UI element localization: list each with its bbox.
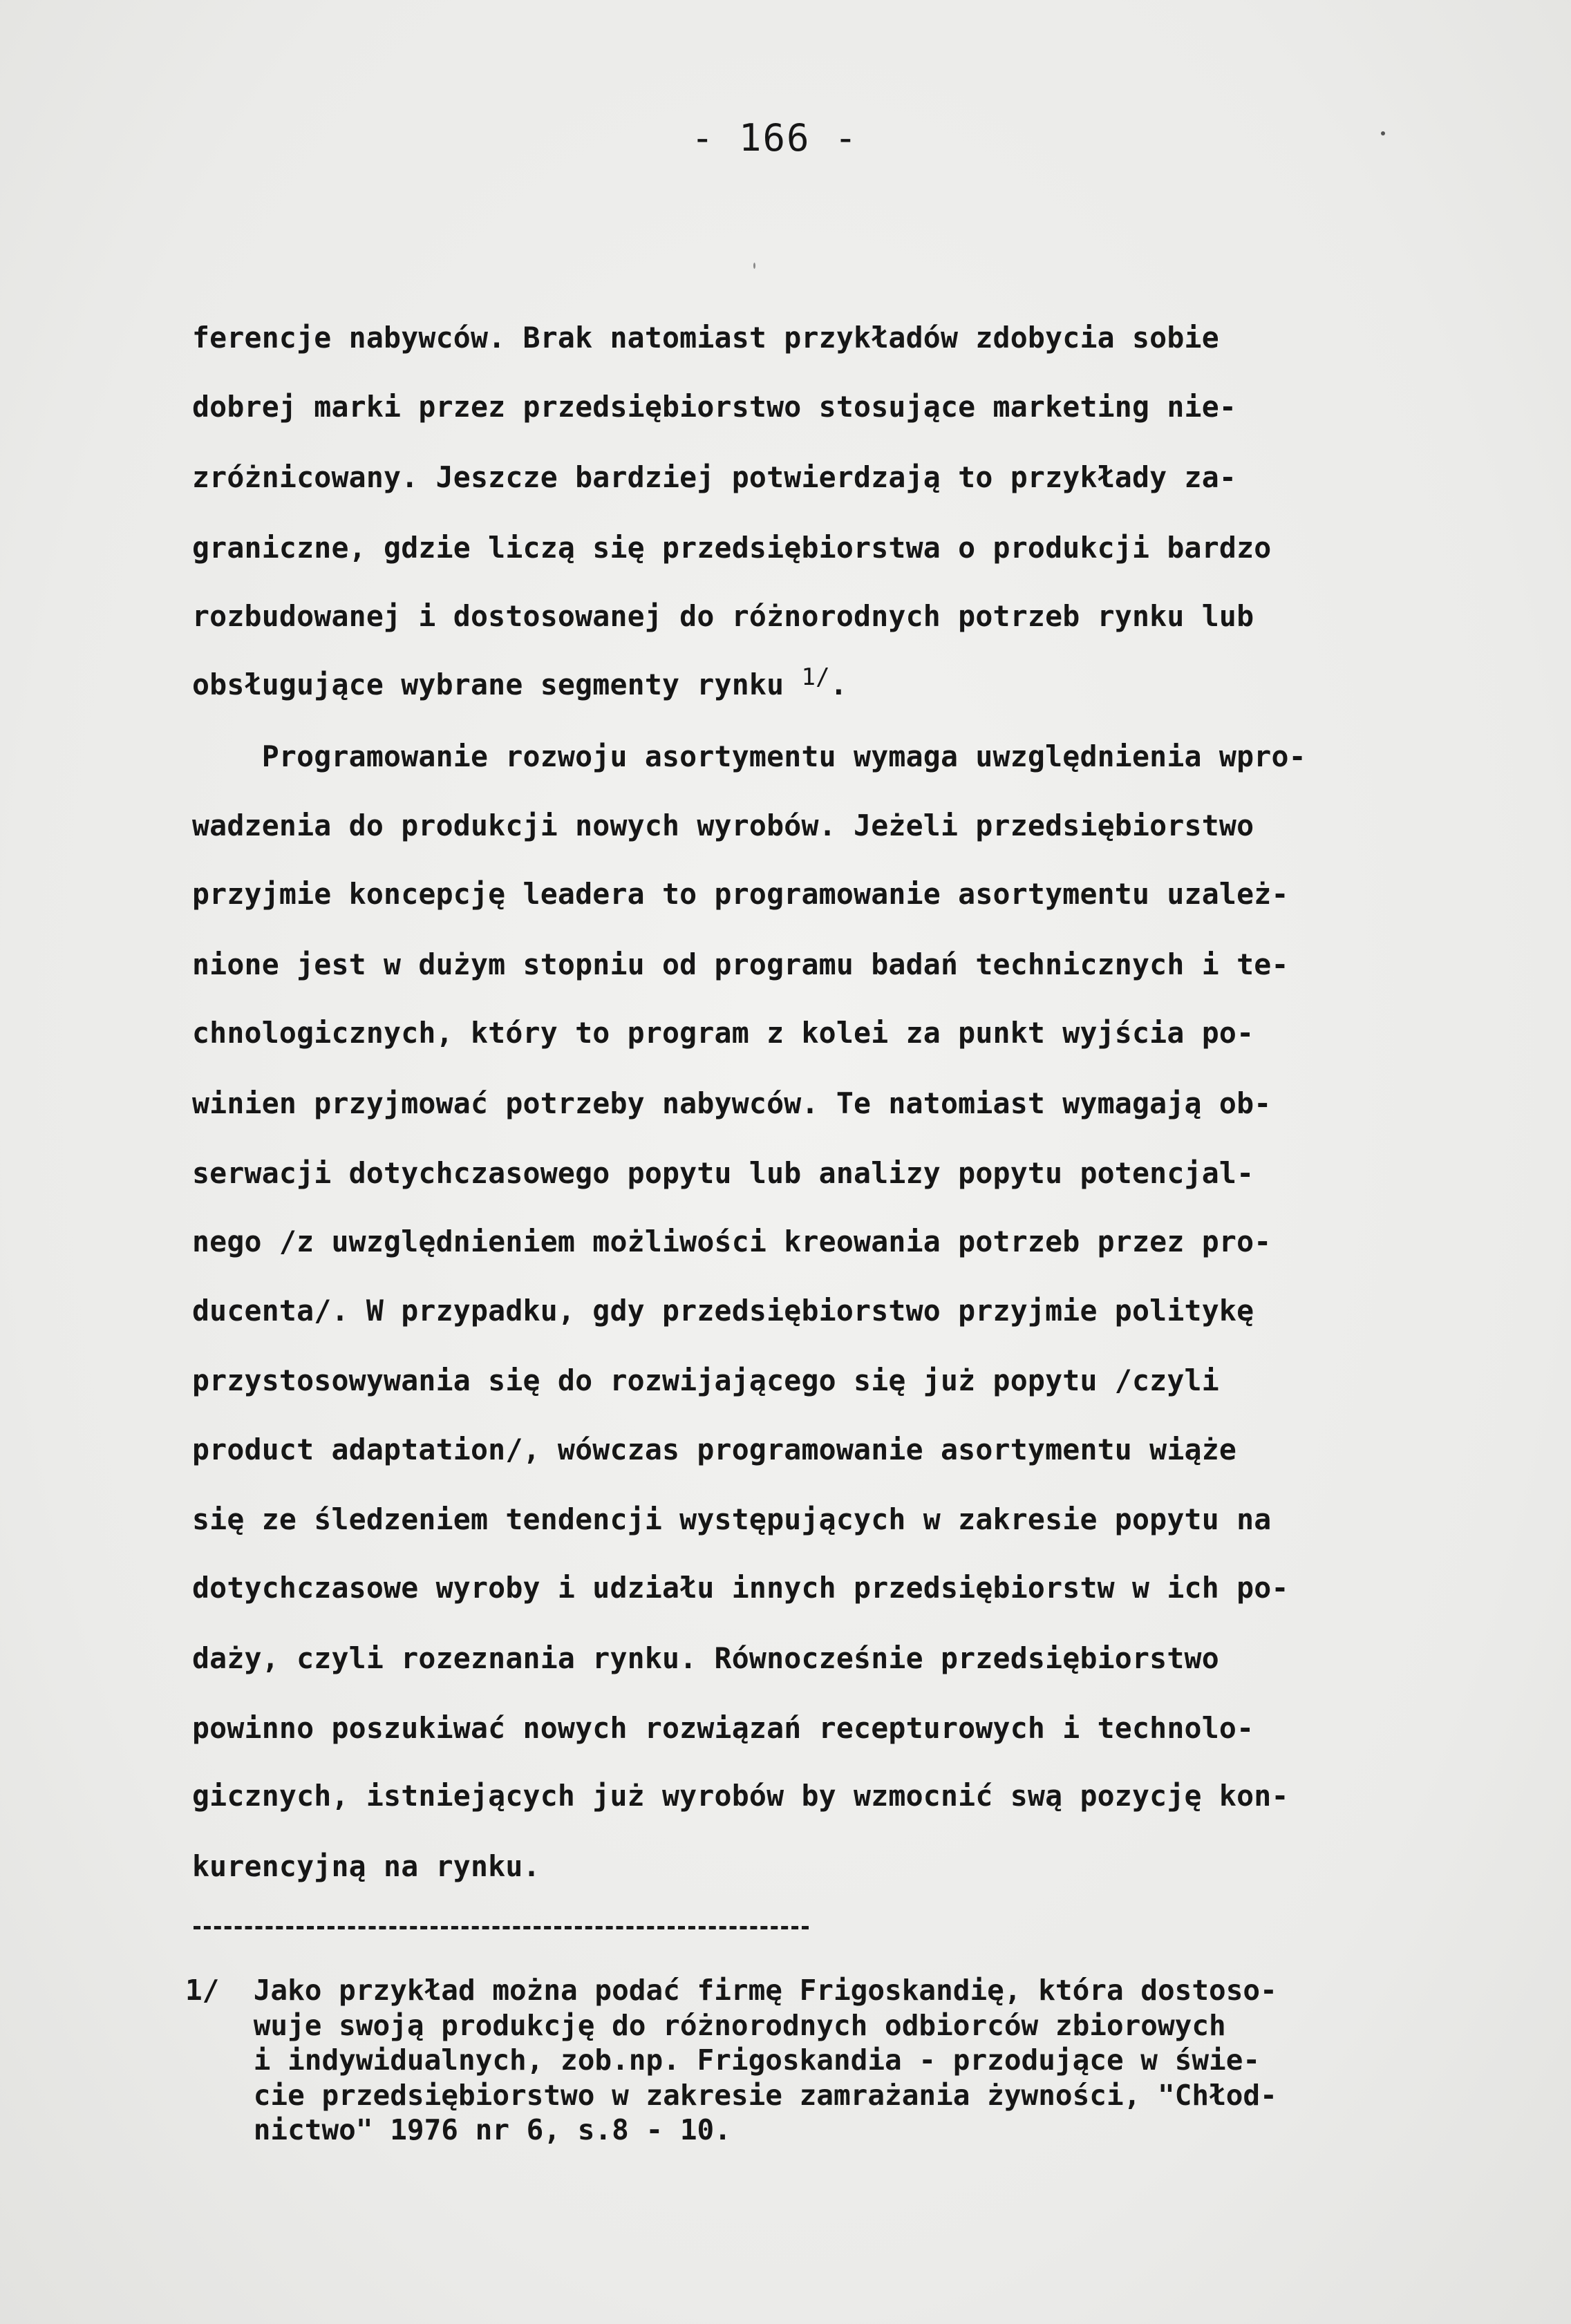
body-line: product adaptation/, wówczas programowanie asortymentu wiąże <box>192 1433 1237 1466</box>
body-line: kurencyjną na rynku. <box>192 1849 540 1883</box>
body-line: przyjmie koncepcję leadera to programowanie asortymentu uzależ- <box>192 877 1289 911</box>
body-line: przystosowywania się do rozwijającego się już popytu /czyli <box>192 1363 1219 1397</box>
body-line: rozbudowanej i dostosowanej do różnorodnych potrzeb rynku lub <box>192 599 1254 633</box>
body-line: serwacji dotychczasowego popytu lub analizy popytu potencjal- <box>192 1156 1254 1190</box>
body-line: powinno poszukiwać nowych rozwiązań recepturowych i technolo- <box>192 1711 1254 1745</box>
body-line: nione jest w dużym stopniu od programu badań technicznych i te- <box>192 947 1289 981</box>
footnote-line: wuje swoją produkcję do różnorodnych odbiorców zbiorowych <box>185 2009 1226 2042</box>
body-line: winien przyjmować potrzeby nabywców. Te natomiast wymagają ob- <box>192 1086 1272 1120</box>
footnote-line: cie przedsiębiorstwo w zakresie zamrażania żywności, "Chłod- <box>185 2079 1277 2112</box>
body-line: dobrej marki przez przedsiębiorstwo stosujące marketing nie- <box>192 390 1237 424</box>
body-line: chnologicznych, który to program z kolei za punkt wyjścia po- <box>192 1016 1254 1050</box>
body-line: obsługujące wybrane segmenty rynku <box>192 668 784 701</box>
body-line: ferencje nabywców. Brak natomiast przykładów zdobycia sobie <box>192 321 1219 355</box>
footnote-line: 1/ Jako przykład można podać firmę Frigoskandię, która dostoso- <box>185 1974 1277 2007</box>
body-line: daży, czyli rozeznania rynku. Równocześnie przedsiębiorstwo <box>192 1641 1219 1675</box>
body-line: graniczne, gdzie liczą się przedsiębiorstwa o produkcji bardzo <box>192 531 1272 565</box>
footnote-line: nictwo" 1976 nr 6, s.8 - 10. <box>185 2113 731 2146</box>
body-line-with-footnote-ref <box>192 663 848 701</box>
page-number: - 166 - <box>691 116 858 160</box>
footnote-line: i indywidualnych, zob.np. Frigoskandia - przodujące w świe- <box>185 2043 1261 2077</box>
paper-speck <box>1381 131 1385 135</box>
body-line: dotychczasowe wyroby i udziału innych przedsiębiorstw w ich po- <box>192 1571 1289 1605</box>
body-line: nego /z uwzględnieniem możliwości kreowania potrzeb przez pro- <box>192 1225 1272 1258</box>
paper-speck <box>753 263 755 269</box>
footnote-reference: 1/ <box>801 663 830 691</box>
footnote-divider <box>194 1926 809 1929</box>
footnote-reference-suffix: . <box>829 668 848 701</box>
body-line: zróżnicowany. Jeszcze bardziej potwierdzają to przykłady za- <box>192 460 1237 494</box>
body-line: się ze śledzeniem tendencji występujących w zakresie popytu na <box>192 1502 1272 1536</box>
body-line: wadzenia do produkcji nowych wyrobów. Jeżeli przedsiębiorstwo <box>192 809 1254 842</box>
paragraph-start-line: Programowanie rozwoju asortymentu wymaga uwzględnienia wpro- <box>192 739 1306 773</box>
body-line: ducenta/. W przypadku, gdy przedsiębiorstwo przyjmie politykę <box>192 1294 1254 1328</box>
body-line: gicznych, istniejących już wyrobów by wzmocnić swą pozycję kon- <box>192 1779 1289 1813</box>
